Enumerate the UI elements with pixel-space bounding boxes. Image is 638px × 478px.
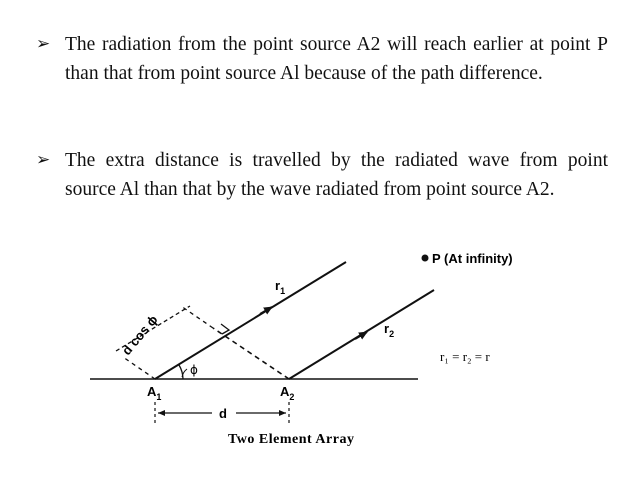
figure-caption: Two Element Array [228, 432, 355, 447]
spacing-label: d [219, 406, 227, 421]
arrow-bullet-icon: ➢ [36, 150, 51, 170]
bullet-text-1: The radiation from the point source A2 will reach earlier at point P than that from point source Al because of the path difference. [65, 34, 608, 84]
point-p-label: P (At infinity) [432, 251, 513, 266]
equal-paths-equation: r₁ = r₂ = r [440, 349, 490, 364]
source-a1-label: $A_1$ [147, 384, 162, 402]
arrow-bullet-icon: ➢ [36, 34, 51, 54]
path-difference-label: d cos ϕ [118, 312, 161, 358]
ray-r2-arrow [355, 332, 367, 339]
angle-phi-label: ϕ [190, 363, 198, 377]
right-angle-marker [221, 324, 229, 334]
ray-r2-label: $r_2$ [384, 321, 395, 339]
point-p-dot [422, 255, 429, 262]
bullet-text-2: The extra distance is travelled by the radiated wave from point source Al than that by the wave radiated from point source A2. [65, 150, 608, 200]
source-a2-label: $A_2$ [280, 384, 295, 402]
ray-r1-label: $r_1$ [275, 278, 286, 296]
extension-dashed-line-2 [181, 306, 213, 328]
ray-r1-arrow [260, 307, 272, 314]
extension-dashed-line-1 [123, 357, 155, 379]
